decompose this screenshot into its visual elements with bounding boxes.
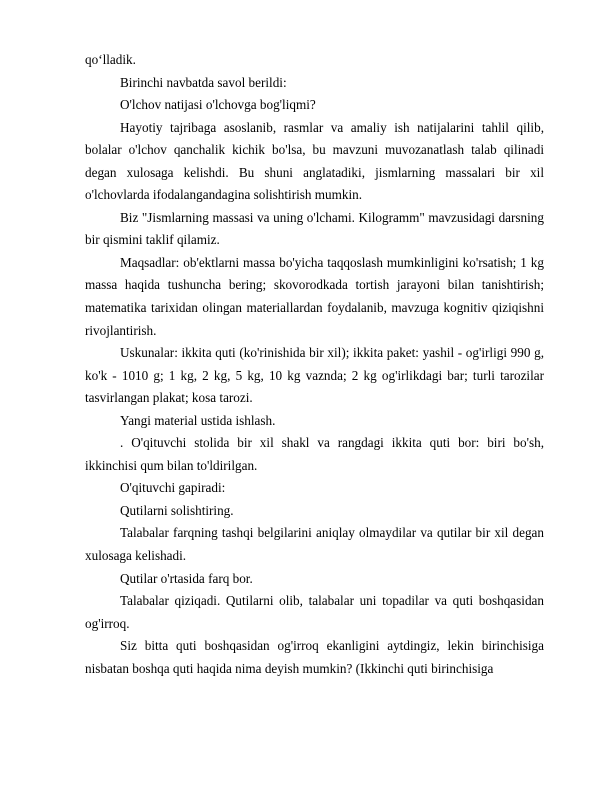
paragraph: Biz "Jismlarning massasi va uning o'lchami. Kilogramm" mavzusidagi darsning bir qismini taklif qilamiz.	[85, 209, 544, 248]
paragraph: Siz bitta quti boshqasidan og'irroq ekanligini aytdingiz, lekin birinchisiga nisbatan boshqa quti haqida nima deyish mumkin? (Ikkinchi quti birinchisiga	[85, 638, 544, 676]
paragraph: Hayotiy tajribaga asoslanib, rasmlar va amaliy ish natijalarini tahlil qilib, bolalar o'lchov qanchalik kichik bo'lsa, bu mavzuni muvozanatlash talab qilinadi degan xulosaga kelishdi. Bu shuni anglatadiki, jismlarning massalari bir xil o'lchovlarda ifodalangandagina solishtirish mumkin.	[85, 119, 544, 203]
paragraph: Qutilar o'rtasida farq bor.	[120, 570, 253, 586]
paragraph-equipment: Uskunalar: ikkita quti (ko'rinishida bir xil); ikkita paket: yashil - og'irligi 990 g, ko'k - 1010 g; 1 kg, 2 kg, 5 kg, 10 kg vaznda; 2 kg og'irlikdagi bar; turli tarozilar tasvirlangan plakat; kosa tarozi.	[85, 345, 544, 406]
paragraph-goals: Maqsadlar: ob'ektlarni massa bo'yicha taqqoslash mumkinligini ko'rsatish; 1 kg massa haqida tushuncha bering; skovorodkada tortish jarayoni bilan tanishtirish; matematika tarixidan olingan materiallardan foydalanib, mavzuga kognitiv qiziqishni rivojlantirish.	[85, 254, 544, 338]
paragraph: Yangi material ustida ishlash.	[120, 412, 276, 428]
paragraph: . O'qituvchi stolida bir xil shakl va rangdagi ikkita quti bor: biri bo'sh, ikkinchisi qum bilan to'ldirilgan.	[85, 435, 544, 473]
document-body	[85, 49, 544, 680]
paragraph: O'qituvchi gapiradi:	[120, 480, 226, 496]
paragraph: Talabalar qiziqadi. Qutilarni olib, talabalar uni topadilar va quti boshqasidan og'irroq.	[85, 593, 544, 631]
paragraph: Talabalar farqning tashqi belgilarini aniqlay olmaydilar va qutilar bir xil degan xulosaga kelishadi.	[85, 525, 544, 564]
paragraph: Qutilarni solishtiring.	[120, 502, 234, 518]
paragraph-continuation: qo‘lladik.	[85, 52, 136, 67]
paragraph: O'lchov natijasi o'lchovga bog'liqmi?	[120, 97, 316, 113]
paragraph: Birinchi navbatda savol berildi:	[120, 74, 287, 90]
